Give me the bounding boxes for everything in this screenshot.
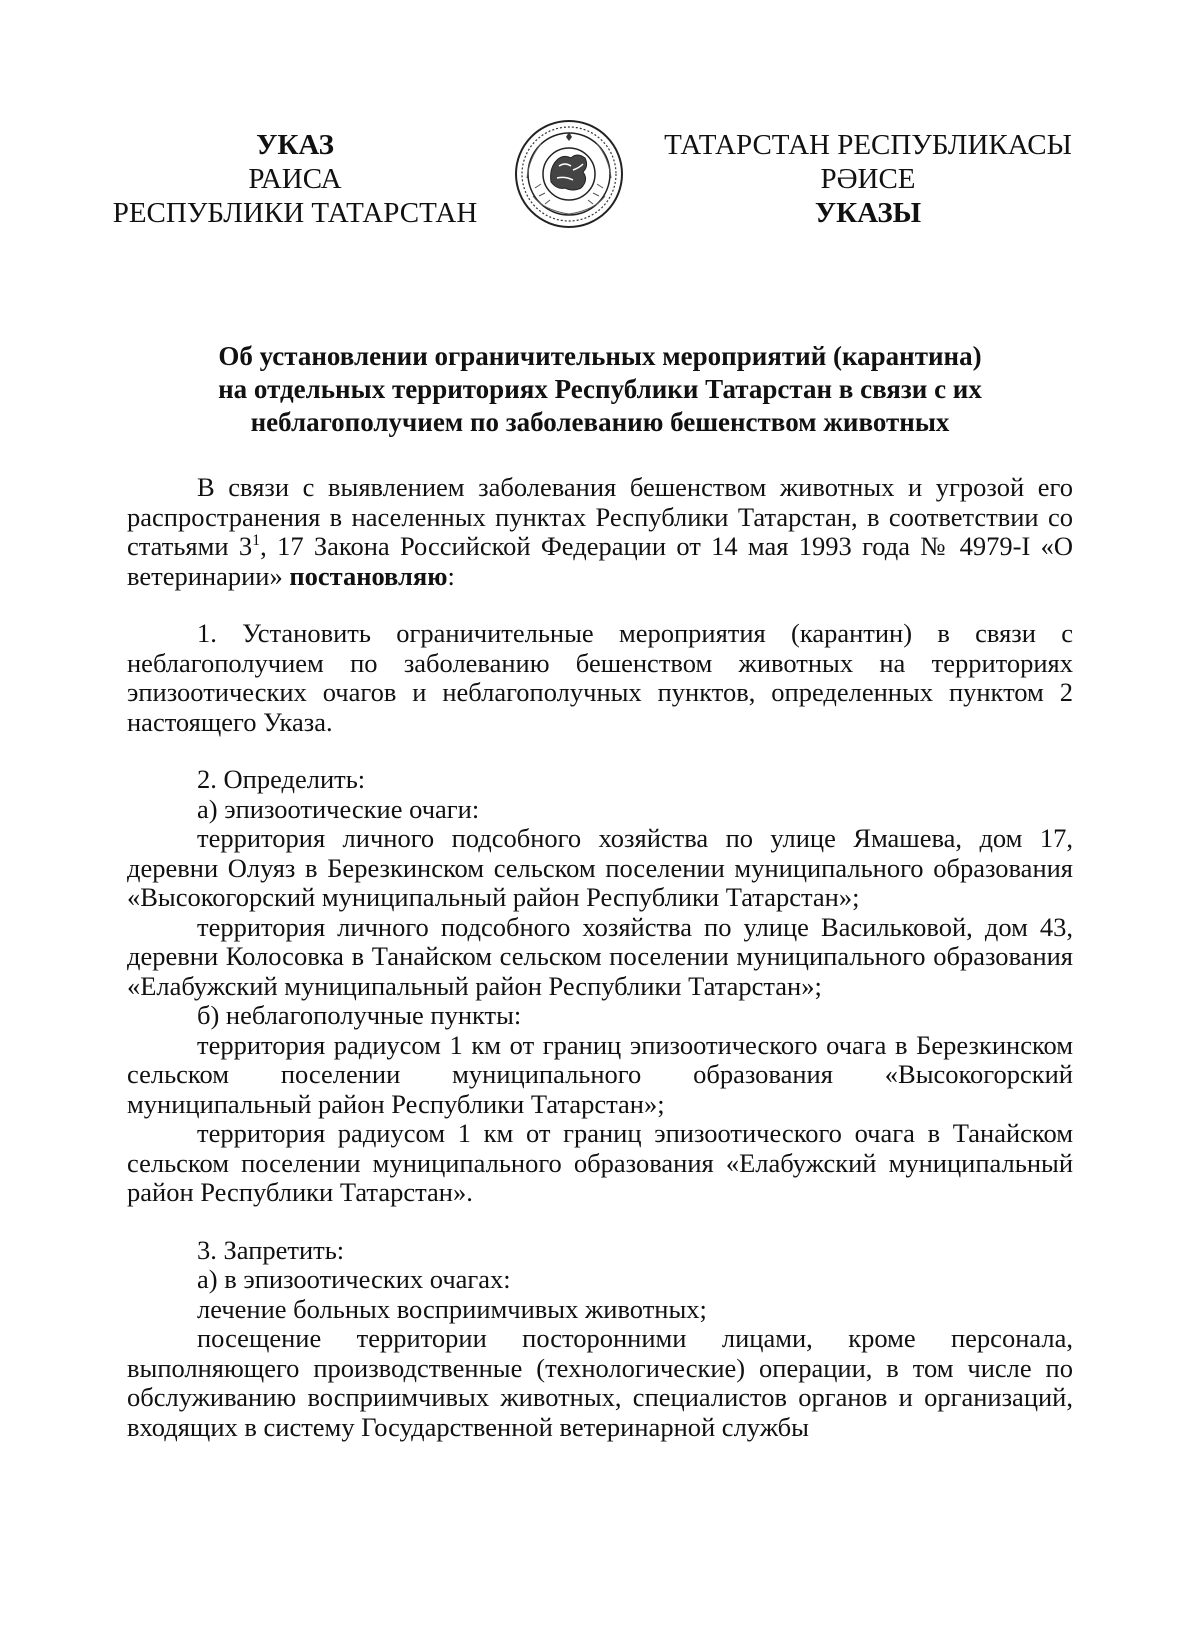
header-tatar [658, 128, 1078, 230]
paragraph-2b: б) неблагополучные пункты: [197, 1000, 522, 1030]
paragraph-2: 2. Определить: [197, 764, 366, 794]
header-russian [110, 128, 480, 230]
header-right-line-2: РӘИСЕ [820, 163, 916, 195]
title-line-1: Об установлении ограничительных мероприятий (карантина) [218, 341, 982, 371]
paragraph-2b-item-2: территория радиусом 1 км от границ эпизоотического очага в Танайском сельском поселении муниципального образования «Елабужский муниципальный район Республики Татарстан». [127, 1118, 1073, 1207]
preamble-text-2: , 17 Закона Российской Федерации от 14 мая 1993 года № 4979-I «О ветеринарии» [127, 531, 1073, 591]
document-title [130, 340, 1070, 439]
paragraph-2a-item-2: территория личного подсобного хозяйства по улице Васильковой, дом 43, деревни Колосовка в Танайском сельском поселении муниципального образования «Елабужский муниципальный район Республики Татарстан»; [127, 911, 1073, 1001]
paragraph-3a: а) в эпизоотических очагах: [197, 1264, 511, 1294]
paragraph-1: 1. Установить ограничительные мероприятия (карантин) в связи с неблагополучием по заболеванию бешенством животных на территориях эпизоотических очагов и неблагополучных пунктов, определенных пунктом 2 настоящего Указа. [127, 618, 1073, 737]
header-right-line-3: УКАЗЫ [814, 197, 922, 229]
paragraph-2a-item-1: территория личного подсобного хозяйства по улице Ямашева, дом 17, деревни Олуяз в Березкинском сельском поселении муниципального образования «Высокогорский муниципальный район Республики Татарстан»; [127, 823, 1073, 912]
header-left-line-1: УКАЗ [256, 129, 334, 161]
title-line-3: неблагополучием по заболеванию бешенством животных [250, 407, 950, 437]
header-left-line-3: РЕСПУБЛИКИ ТАТАРСТАН [112, 197, 478, 229]
preamble-text-1: В связи с выявлением заболевания бешенством животных и угрозой его распространения в населенных пунктах Республики Татарстан, в соответствии со статьями 3 [127, 472, 1073, 561]
decree-word: постановляю [289, 560, 448, 591]
header-left-line-2: РАИСА [248, 163, 342, 195]
preamble-colon: : [447, 560, 455, 591]
preamble-superscript: 1 [252, 532, 261, 550]
header-right-line-1: ТАТАРСТАН РЕСПУБЛИКАСЫ [664, 129, 1072, 161]
title-line-2: на отдельных территориях Республики Татарстан в связи с их [218, 374, 982, 404]
tatarstan-coat-of-arms-icon [513, 118, 625, 230]
document-body [127, 473, 1073, 1442]
paragraph-3a-item-1: лечение больных восприимчивых животных; [197, 1293, 707, 1324]
paragraph-2b-item-1: территория радиусом 1 км от границ эпизоотического очага в Березкинском сельском поселении муниципального образования «Высокогорский муниципальный район Республики Татарстан»; [127, 1029, 1073, 1119]
paragraph-3a-item-2: посещение территории посторонними лицами, кроме персонала, выполняющего производственные (технологические) операции, в том числе по обслуживанию восприимчивых животных, специалистов органов и организаций, входящих в систему Государственной ветеринарной службы [127, 1323, 1073, 1442]
preamble-paragraph [127, 473, 1073, 591]
paragraph-3: 3. Запретить: [197, 1234, 345, 1265]
paragraph-2a: а) эпизоотические очаги: [197, 793, 480, 824]
